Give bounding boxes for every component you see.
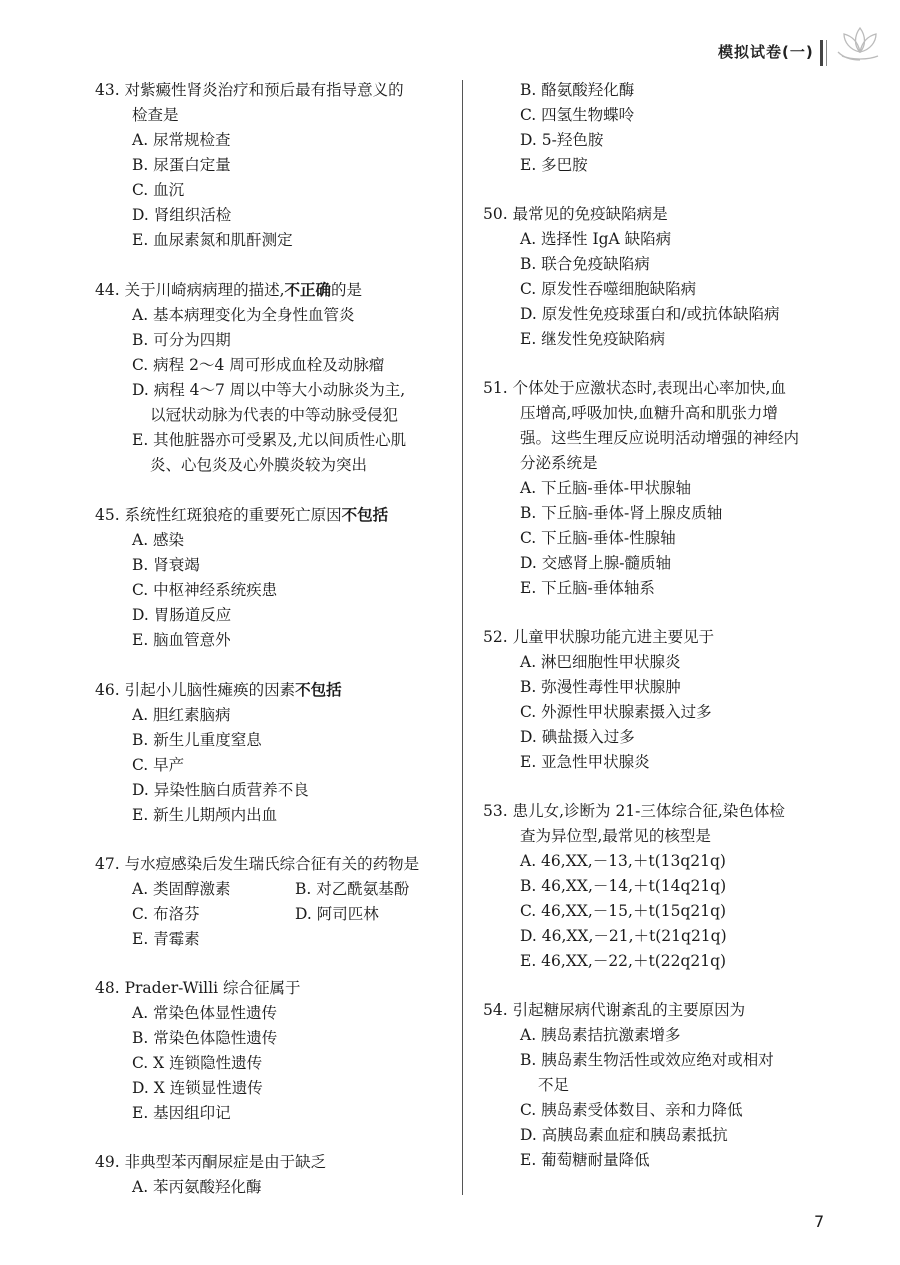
option-c: C. 下丘脑-垂体-性腺轴 [520, 529, 676, 547]
option-e: E. 新生儿期颅内出血 [132, 806, 278, 824]
question-47 [95, 852, 475, 952]
option-b: B. 46,XX,－14,＋t(14q21q) [520, 877, 727, 895]
left-column [95, 78, 475, 1224]
option-c: C. 病程 2～4 周可形成血栓及动脉瘤 [132, 356, 385, 374]
question-stem: 52. 儿童甲状腺功能亢进主要见于 [483, 628, 715, 646]
option-b: B. 下丘脑-垂体-肾上腺皮质轴 [520, 504, 723, 522]
question-stem: 53. 患儿女,诊断为 21-三体综合征,染色体检 [483, 802, 785, 820]
question-44 [95, 277, 475, 478]
option-a: A. 胆红素脑病 [132, 706, 231, 724]
option-b: B. 新生儿重度窒息 [132, 731, 262, 749]
question-stem: 49. 非典型苯丙酮尿症是由于缺乏 [95, 1153, 327, 1171]
option-b: B. 弥漫性毒性甲状腺肿 [520, 678, 681, 696]
option-a: A. 淋巴细胞性甲状腺炎 [520, 653, 681, 671]
option-a: A. 感染 [132, 531, 185, 549]
option-b: B. 对乙酰氨基酚 [295, 880, 410, 898]
option-e: E. 脑血管意外 [132, 631, 231, 649]
question-50 [483, 202, 863, 352]
question-stem-cont: 检查是 [132, 106, 179, 124]
option-row [95, 902, 475, 927]
question-52 [483, 625, 863, 775]
option-c: C. 胰岛素受体数目、亲和力降低 [520, 1101, 743, 1119]
option-b: B. 肾衰竭 [132, 556, 200, 574]
option-d: D. 肾组织活检 [132, 206, 232, 224]
option-a: A. 苯丙氨酸羟化酶 [132, 1178, 262, 1196]
option-row [95, 877, 475, 902]
option-b: B. 胰岛素生物活性或效应绝对或相对 [520, 1051, 774, 1069]
option-d: D. 交感肾上腺-髓质轴 [520, 554, 671, 572]
question-stem-cont: 分泌系统是 [520, 454, 598, 472]
option-a: A. 基本病理变化为全身性血管炎 [132, 306, 355, 324]
option-d: D. 胃肠道反应 [132, 606, 232, 624]
option-e: E. 多巴胺 [520, 156, 588, 174]
right-column [483, 78, 863, 1197]
header-title: 模拟试卷(一) [718, 42, 814, 61]
option-d-cont: 以冠状动脉为代表的中等动脉受侵犯 [150, 406, 399, 424]
question-stem: 46. 引起小儿脑性瘫痪的因素不包括 [95, 680, 342, 699]
option-e: E. 下丘脑-垂体轴系 [520, 579, 655, 597]
option-d: D. 病程 4～7 周以中等大小动脉炎为主, [132, 381, 406, 399]
option-c: C. 46,XX,－15,＋t(15q21q) [520, 902, 727, 920]
page-header [718, 38, 814, 64]
option-d: D. 异染性脑白质营养不良 [132, 781, 309, 799]
question-53 [483, 799, 863, 974]
question-43 [95, 78, 475, 253]
option-d: D. 原发性免疫球蛋白和/或抗体缺陷病 [520, 305, 780, 323]
question-54 [483, 998, 863, 1173]
option-b: B. 可分为四期 [132, 331, 231, 349]
option-c: C. 血沉 [132, 181, 185, 199]
option-b: B. 联合免疫缺陷病 [520, 255, 650, 273]
option-b-cont: 不足 [538, 1076, 570, 1094]
option-d: D. 阿司匹林 [295, 905, 379, 923]
header-divider [820, 40, 823, 66]
option-c: C. 中枢神经系统疾患 [132, 581, 278, 599]
option-c: C. 布洛芬 [132, 905, 200, 923]
option-e: E. 46,XX,－22,＋t(22q21q) [520, 952, 727, 970]
lotus-logo-icon [830, 20, 890, 70]
question-stem: 47. 与水痘感染后发生瑞氏综合征有关的药物是 [95, 855, 420, 873]
option-a: A. 下丘脑-垂体-甲状腺轴 [520, 479, 692, 497]
option-a: A. 胰岛素拮抗激素增多 [520, 1026, 681, 1044]
option-c: C. 原发性吞噬细胞缺陷病 [520, 280, 697, 298]
option-d: D. 高胰岛素血症和胰岛素抵抗 [520, 1126, 728, 1144]
question-stem: 48. Prader-Willi 综合征属于 [95, 979, 301, 997]
option-a: A. 尿常规检查 [132, 131, 231, 149]
option-e: E. 青霉素 [132, 930, 200, 948]
option-a: A. 46,XX,－13,＋t(13q21q) [520, 852, 726, 870]
option-e-cont: 炎、心包炎及心外膜炎较为突出 [150, 456, 368, 474]
option-b: B. 常染色体隐性遗传 [132, 1029, 278, 1047]
question-51 [483, 376, 863, 601]
option-d: D. 46,XX,－21,＋t(21q21q) [520, 927, 727, 945]
header-divider-thin [826, 40, 827, 66]
question-stem: 50. 最常见的免疫缺陷病是 [483, 205, 668, 223]
page-number: 7 [814, 1212, 825, 1231]
question-stem: 44. 关于川崎病病理的描述,不正确的是 [95, 280, 363, 299]
question-48 [95, 976, 475, 1126]
question-stem-cont: 压增高,呼吸加快,血糖升高和肌张力增 [520, 404, 778, 422]
option-d: D. 5-羟色胺 [520, 131, 604, 149]
question-stem-cont: 查为异位型,最常见的核型是 [520, 827, 711, 845]
question-49 [95, 1150, 475, 1200]
question-stem-cont: 强。这些生理反应说明活动增强的神经内 [520, 429, 800, 447]
option-c: C. X 连锁隐性遗传 [132, 1054, 263, 1072]
option-d: D. 碘盐摄入过多 [520, 728, 635, 746]
option-c: C. 早产 [132, 756, 185, 774]
option-e: E. 亚急性甲状腺炎 [520, 753, 650, 771]
option-e: E. 基因组印记 [132, 1104, 231, 1122]
option-b: B. 尿蛋白定量 [132, 156, 231, 174]
option-a: A. 选择性 IgA 缺陷病 [520, 230, 672, 248]
option-a: A. 类固醇激素 [132, 880, 231, 898]
option-c: C. 外源性甲状腺素摄入过多 [520, 703, 712, 721]
option-e: E. 继发性免疫缺陷病 [520, 330, 666, 348]
option-e: E. 血尿素氮和肌酐测定 [132, 231, 293, 249]
question-49-continued [483, 78, 863, 178]
option-b: B. 酪氨酸羟化酶 [520, 81, 635, 99]
option-d: D. X 连锁显性遗传 [132, 1079, 263, 1097]
option-c: C. 四氢生物蝶呤 [520, 106, 635, 124]
question-stem: 54. 引起糖尿病代谢紊乱的主要原因为 [483, 1001, 746, 1019]
question-46 [95, 677, 475, 828]
question-stem: 51. 个体处于应激状态时,表现出心率加快,血 [483, 379, 786, 397]
question-stem: 43. 对紫癜性肾炎治疗和预后最有指导意义的 [95, 81, 404, 99]
option-e: E. 葡萄糖耐量降低 [520, 1151, 650, 1169]
question-45 [95, 502, 475, 653]
question-stem: 45. 系统性红斑狼疮的重要死亡原因不包括 [95, 505, 389, 524]
option-a: A. 常染色体显性遗传 [132, 1004, 278, 1022]
option-e: E. 其他脏器亦可受累及,尤以间质性心肌 [132, 431, 407, 449]
